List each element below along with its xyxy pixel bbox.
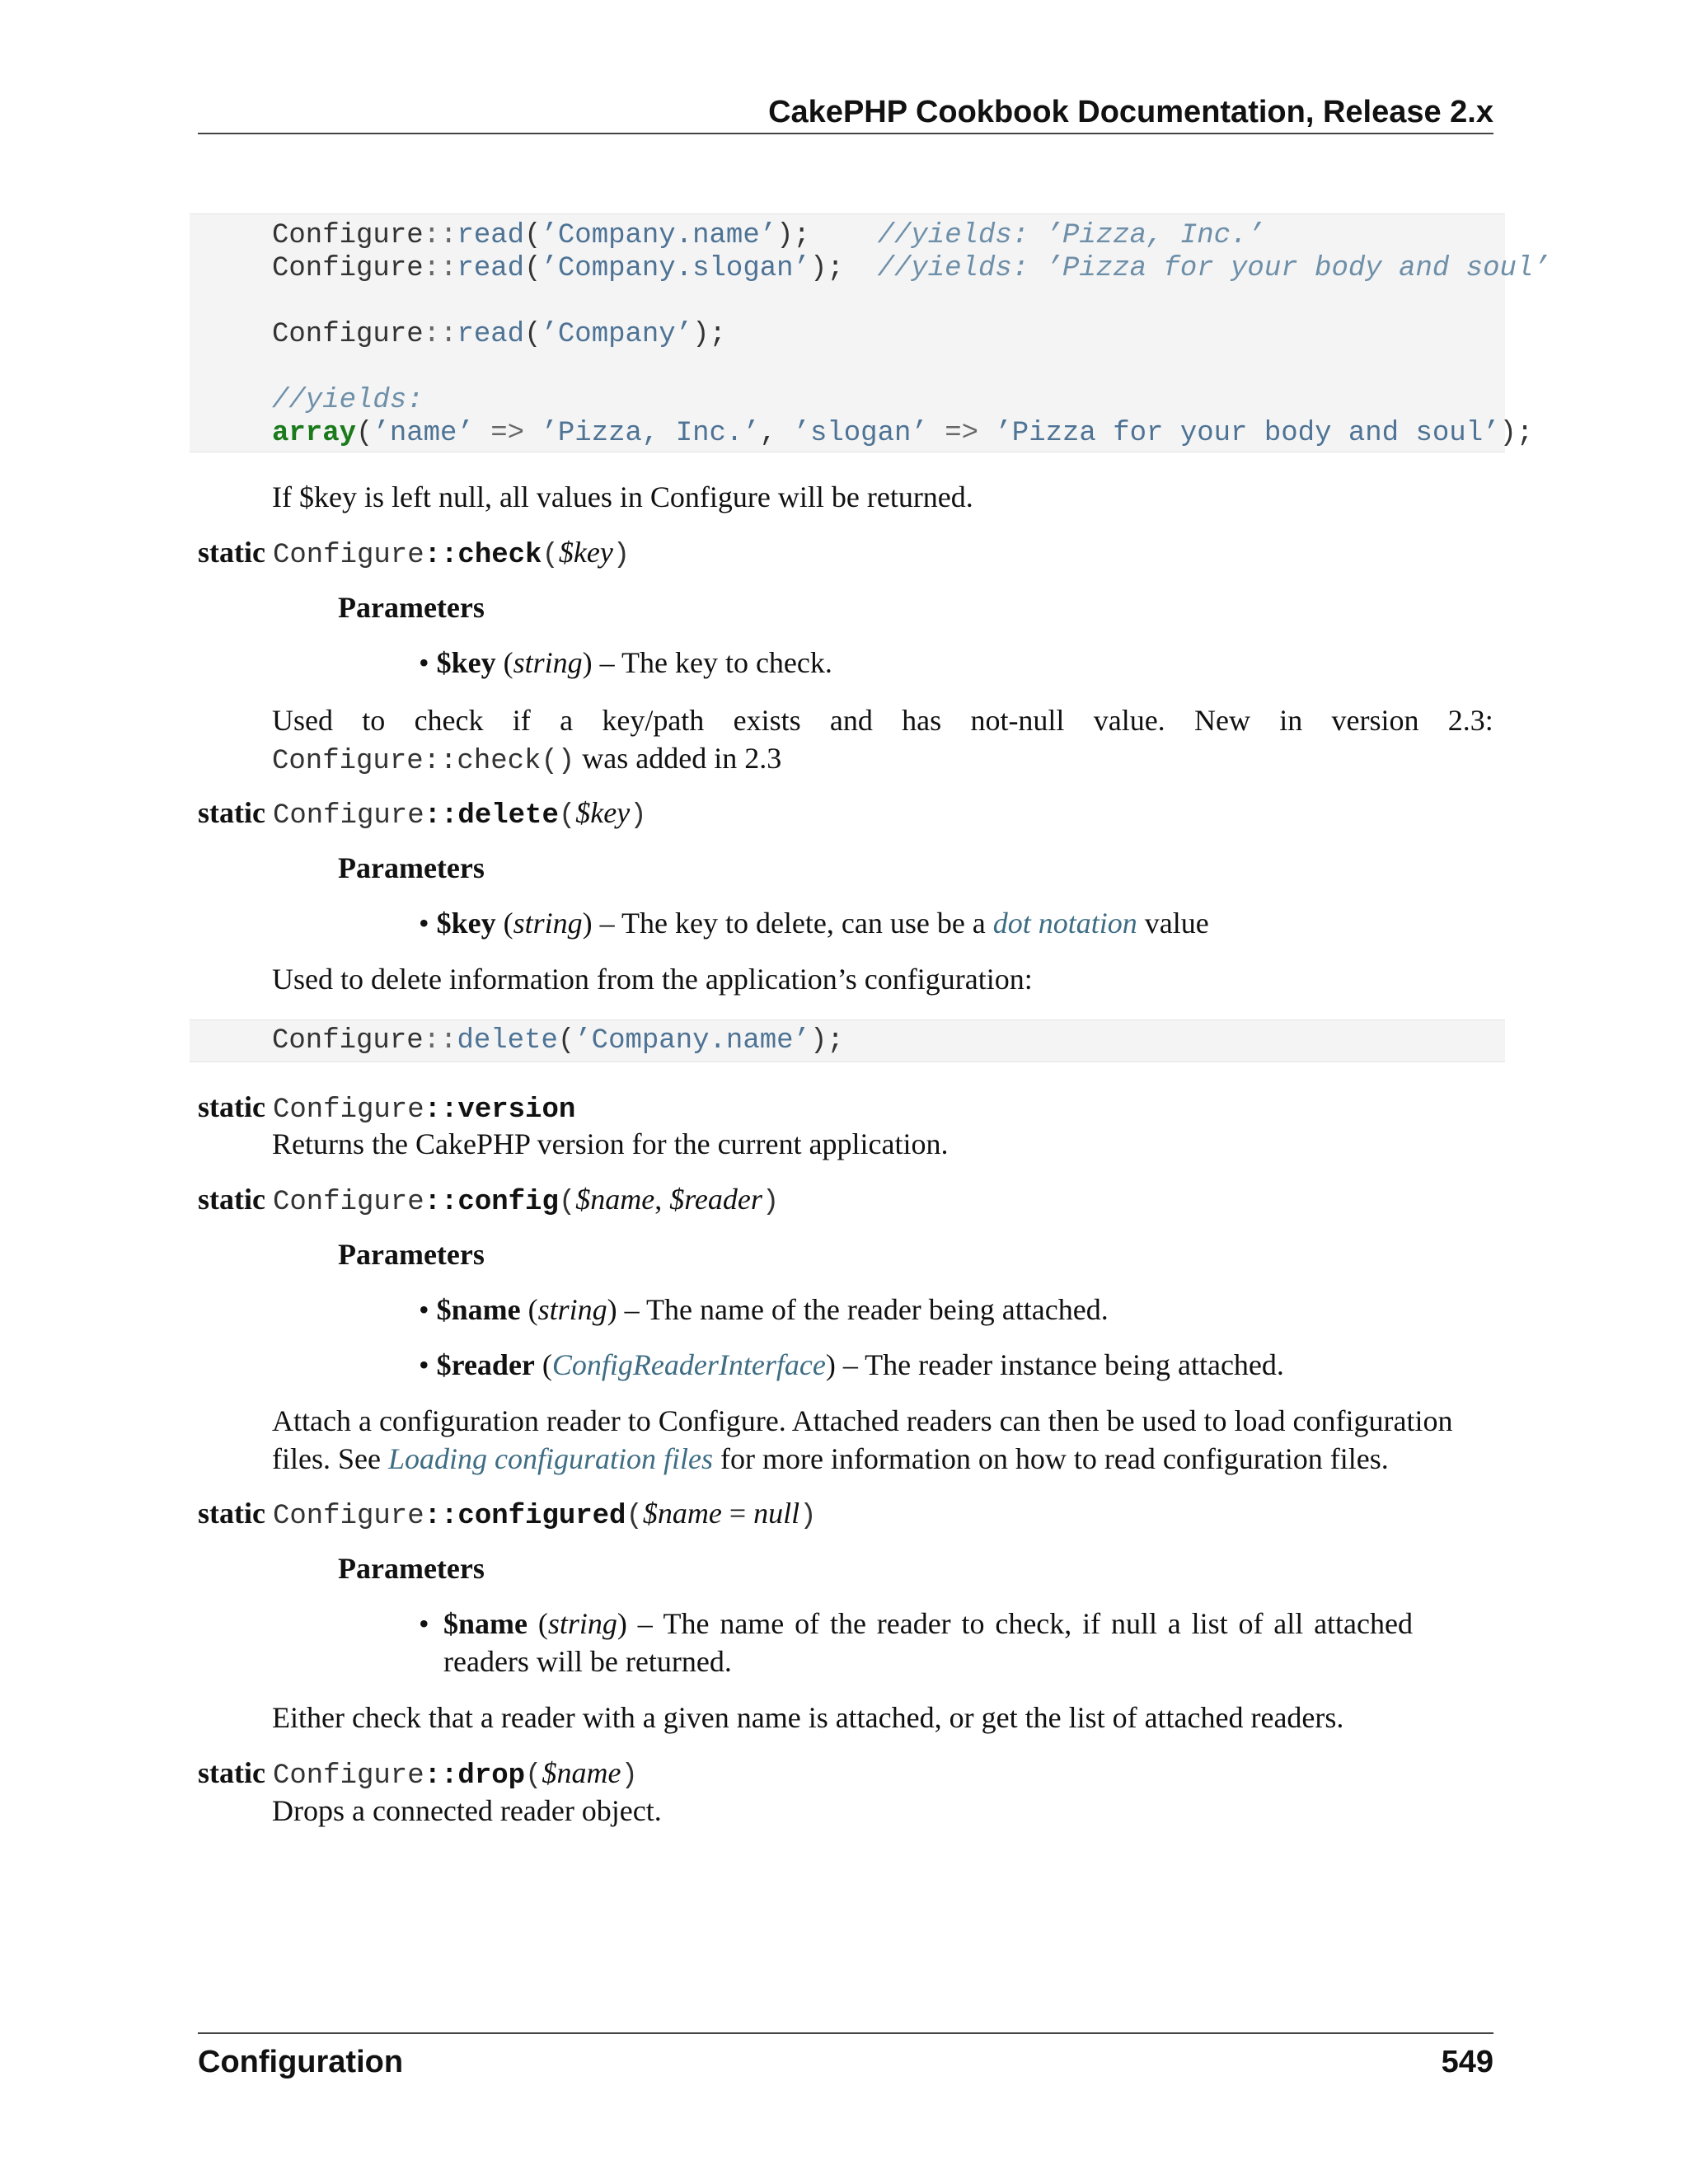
config-desc-line2: files. See Loading configuration files for more information on how to read configuration files. — [272, 1442, 1389, 1475]
sig-drop: static Configure::drop($name) — [198, 1756, 638, 1792]
configured-param-bullet: • — [419, 1607, 429, 1640]
check-desc-line1: Used to check if a key/path exists and has not-null value. New in version 2.3: — [272, 704, 1493, 737]
read-note: If $key is left null, all values in Configure will be returned. — [272, 480, 973, 513]
page-header: CakePHP Cookbook Documentation, Release 2.x — [768, 95, 1493, 129]
footer-page-number: 549 — [1441, 2045, 1493, 2079]
check-desc-line2: Configure::check() was added in 2.3 — [272, 742, 782, 777]
config-params-label: Parameters — [338, 1238, 485, 1271]
configured-param-line2: readers will be returned. — [443, 1645, 732, 1678]
code-line-4: //yields: — [272, 385, 424, 416]
page-footer — [198, 2042, 1493, 2082]
footer-section: Configuration — [198, 2045, 404, 2079]
config-reader-interface-link[interactable]: ConfigReaderInterface — [551, 1348, 826, 1381]
drop-desc: Drops a connected reader object. — [272, 1794, 662, 1827]
code-line-5: array(’name’ => ’Pizza, Inc.’, ’slogan’ => ’Pizza for your body and soul’); — [272, 418, 1534, 449]
code-block-read — [190, 213, 1550, 452]
sig-configured: static Configure::configured($name = null) — [198, 1497, 817, 1532]
loading-configuration-files-link[interactable]: Loading configuration files — [387, 1442, 713, 1475]
dot-notation-link[interactable]: dot notation — [992, 907, 1137, 940]
sig-version: static Configure::version — [198, 1090, 576, 1126]
configured-desc: Either check that a reader with a given name is attached, or get the list of attached readers. — [272, 1701, 1344, 1734]
version-desc: Returns the CakePHP version for the current application. — [272, 1127, 949, 1160]
code-block-delete — [190, 1019, 1505, 1062]
check-params-label: Parameters — [338, 591, 485, 624]
delete-params-label: Parameters — [338, 851, 485, 884]
sig-delete: static Configure::delete($key) — [198, 796, 647, 832]
config-param-item-2: • $reader (ConfigReaderInterface) – The reader instance being attached. — [419, 1348, 1284, 1381]
config-param-item-1: • $name (string) – The name of the reader being attached. — [419, 1293, 1109, 1326]
code-line-delete: Configure::delete(’Company.name’); — [272, 1025, 844, 1057]
sig-check: static Configure::check($key) — [198, 536, 631, 571]
header-rule — [198, 133, 1493, 134]
code-line-2: Configure::read(’Company.slogan’); //yields: ’Pizza for your body and soul’ — [272, 253, 1550, 284]
configured-params-label: Parameters — [338, 1552, 485, 1585]
footer-rule — [198, 2032, 1493, 2034]
config-desc-line1: Attach a configuration reader to Configure. Attached readers can then be used to load configuration — [272, 1404, 1453, 1437]
delete-param-item: • $key (string) – The key to delete, can use be a dot notation value — [419, 907, 1209, 940]
code-line-3: Configure::read(’Company’); — [272, 319, 726, 350]
check-param-item: • $key (string) – The key to check. — [419, 646, 832, 679]
code-line-1: Configure::read(’Company.name’); //yields: ’Pizza, Inc.’ — [272, 220, 1264, 251]
configured-param-line1: $name (string) – The name of the reader to check, if null a list of all attached — [443, 1607, 1413, 1640]
delete-desc: Used to delete information from the application’s configuration: — [272, 963, 1033, 996]
sig-config: static Configure::config($name, $reader) — [198, 1183, 780, 1218]
